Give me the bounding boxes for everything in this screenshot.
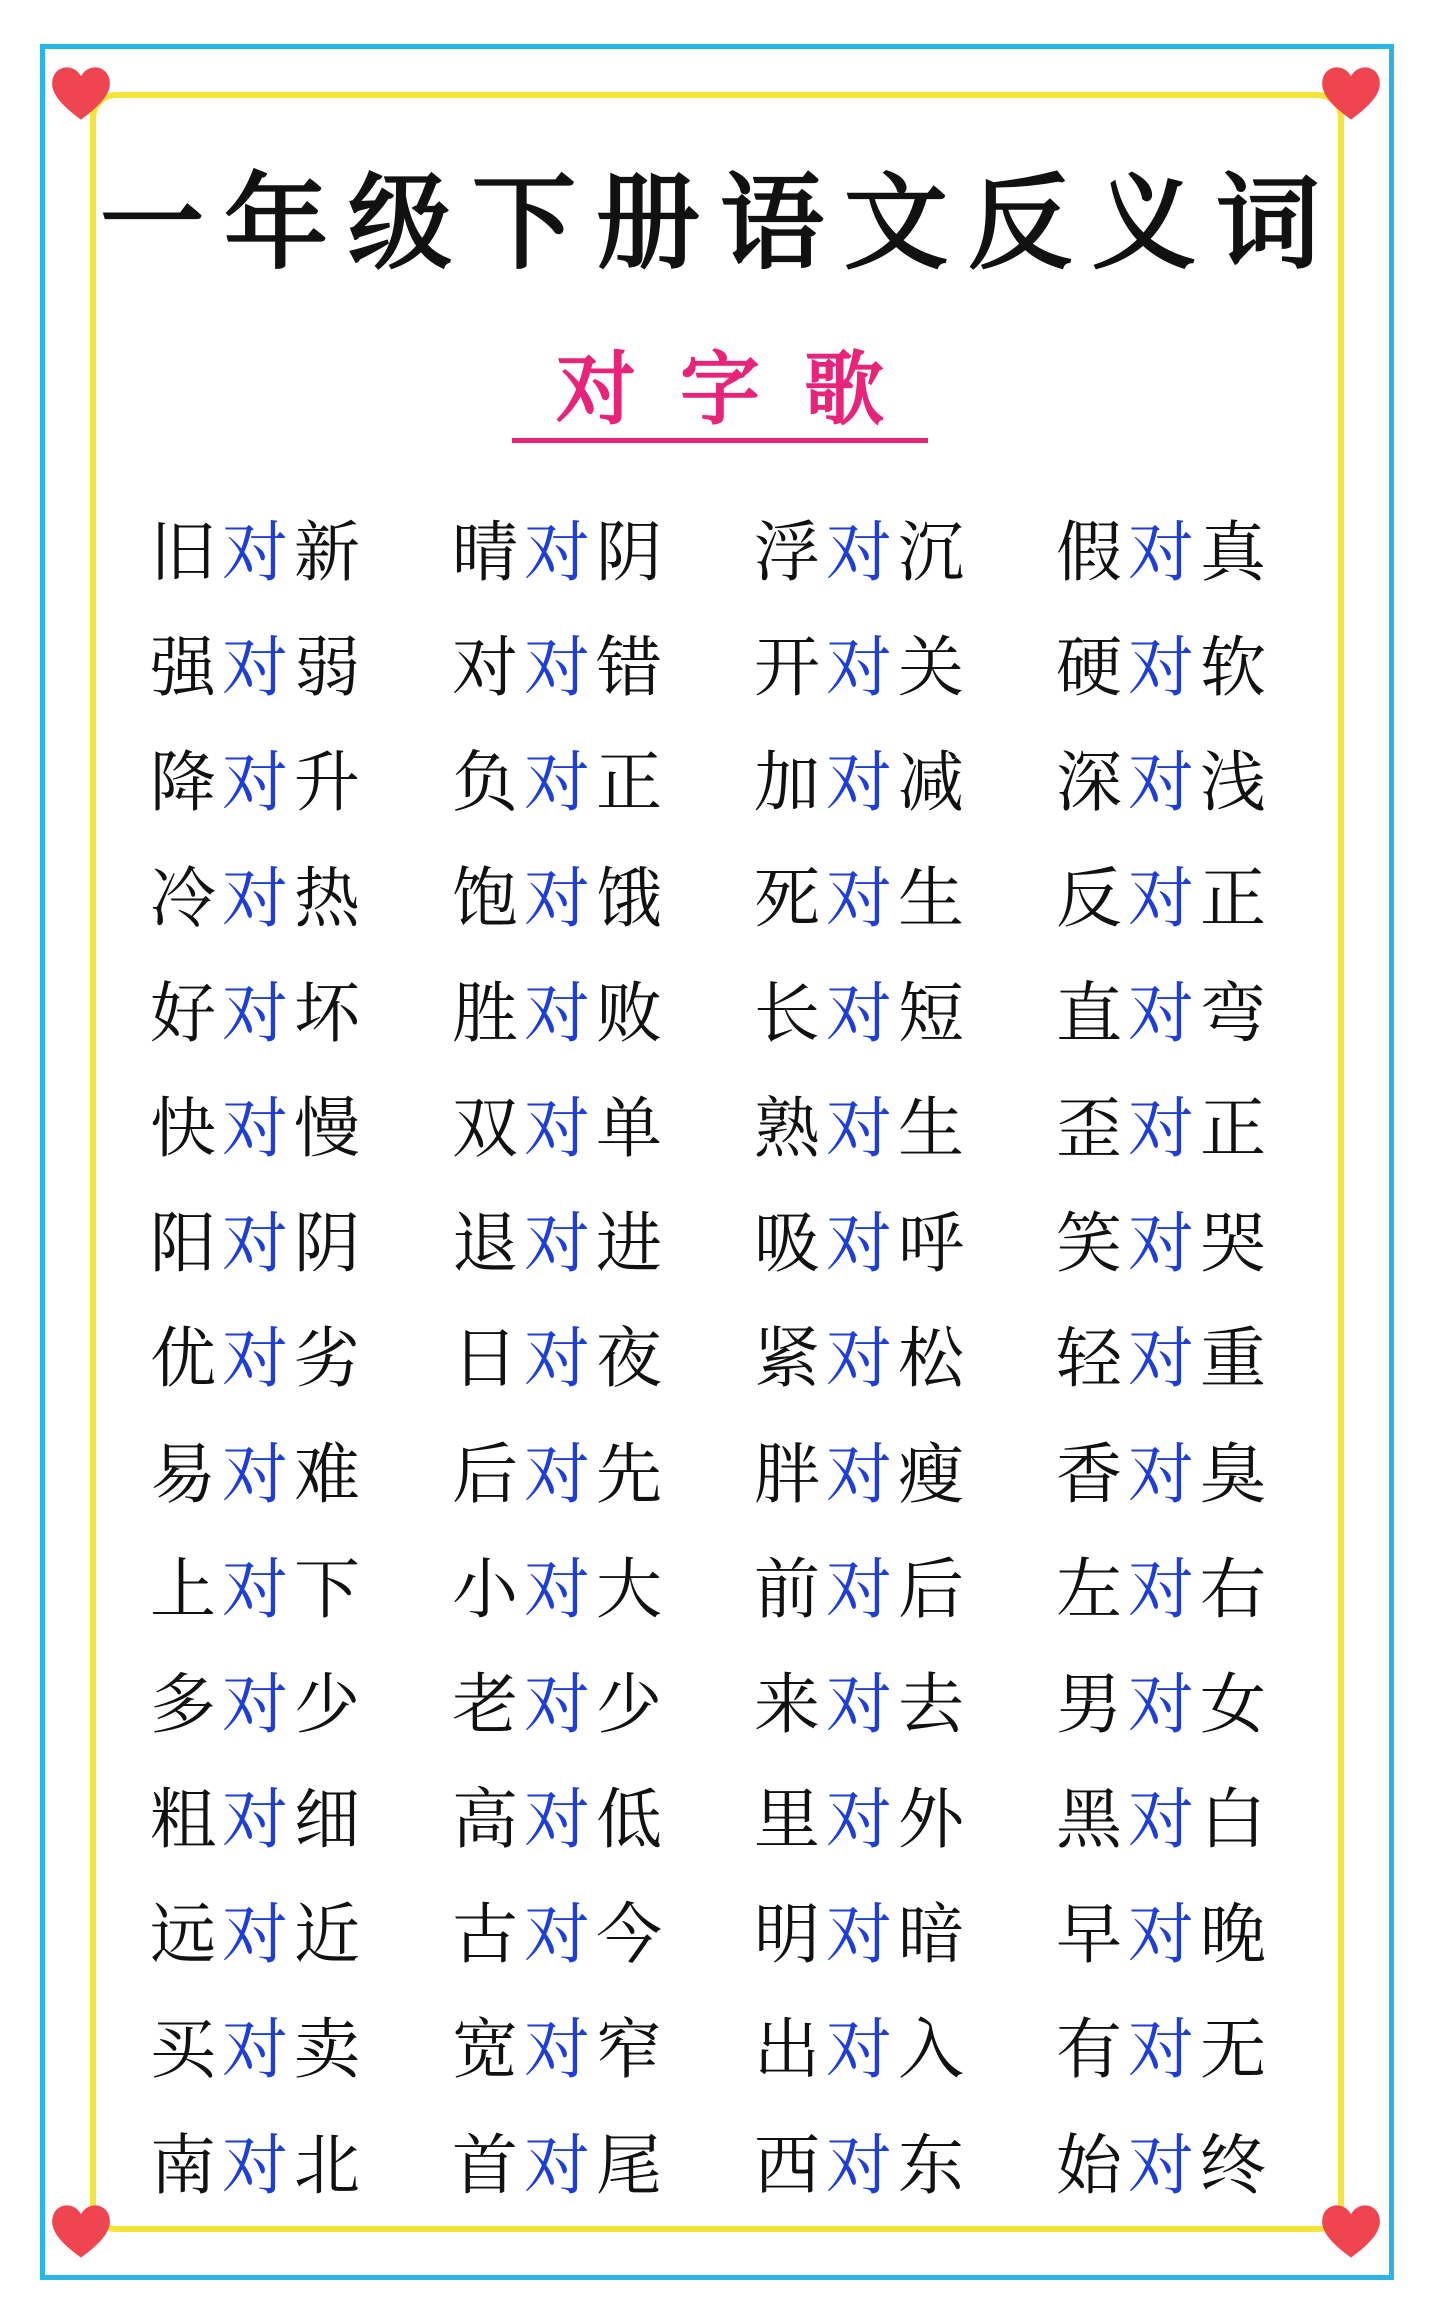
antonym-pair [1056, 738, 1272, 828]
antonym-pair [452, 1084, 668, 1174]
antonym-pair [452, 1890, 668, 1980]
antonym-word-second: 短 [898, 974, 970, 1052]
connector-word: 对 [222, 1435, 294, 1513]
antonym-pair [150, 1660, 366, 1750]
antonym-word-first: 深 [1056, 744, 1128, 822]
antonym-word-second: 呼 [898, 1205, 970, 1283]
antonym-word-second: 进 [596, 1205, 668, 1283]
antonym-word-second: 浅 [1200, 744, 1272, 822]
antonym-pair [754, 1545, 970, 1635]
antonym-pair [150, 854, 366, 944]
antonym-pair [452, 2121, 668, 2211]
antonym-pair [150, 969, 366, 1059]
antonym-pair [452, 738, 668, 828]
antonym-pair [452, 1314, 668, 1404]
antonym-pair [452, 508, 668, 598]
antonym-row [150, 508, 1330, 623]
antonym-pair [150, 623, 366, 713]
antonym-word-first: 来 [754, 1665, 826, 1743]
connector-word: 对 [1128, 1089, 1200, 1167]
antonym-row [150, 2005, 1330, 2120]
antonym-word-second: 生 [898, 859, 970, 937]
antonym-pair [150, 1199, 366, 1289]
antonym-word-first: 假 [1056, 514, 1128, 591]
antonym-word-second: 弱 [294, 629, 366, 707]
antonym-word-first: 对 [452, 629, 524, 707]
connector-word: 对 [222, 1665, 294, 1743]
antonym-pair [150, 508, 366, 598]
antonym-word-second: 入 [898, 2011, 970, 2089]
antonym-word-first: 胖 [754, 1435, 826, 1513]
antonym-word-first: 古 [452, 1896, 524, 1974]
antonym-pair [1056, 1430, 1272, 1520]
antonym-word-second: 今 [596, 1896, 668, 1974]
antonym-word-first: 笑 [1056, 1205, 1128, 1283]
antonym-word-first: 快 [150, 1089, 222, 1167]
antonym-word-second: 单 [596, 1089, 668, 1167]
connector-word: 对 [1128, 514, 1200, 591]
connector-word: 对 [826, 514, 898, 591]
antonym-row [150, 1430, 1330, 1545]
antonym-word-first: 宽 [452, 2011, 524, 2089]
connector-word: 对 [524, 1320, 596, 1398]
antonym-word-second: 松 [898, 1320, 970, 1398]
antonym-row [150, 623, 1330, 738]
heart-icon [1316, 58, 1386, 128]
antonym-word-second: 正 [1200, 859, 1272, 937]
connector-word: 对 [1128, 974, 1200, 1052]
connector-word: 对 [826, 1435, 898, 1513]
connector-word: 对 [222, 1320, 294, 1398]
antonym-pair [754, 1314, 970, 1404]
antonym-pair [452, 1430, 668, 1520]
antonym-word-second: 弯 [1200, 974, 1272, 1052]
antonym-word-second: 北 [294, 2126, 366, 2204]
antonym-pair [1056, 854, 1272, 944]
antonym-word-first: 里 [754, 1781, 826, 1859]
antonym-word-first: 早 [1056, 1896, 1128, 1974]
antonym-row [150, 1890, 1330, 2005]
connector-word: 对 [524, 1550, 596, 1628]
antonym-pair [1056, 508, 1272, 598]
antonym-pair [452, 854, 668, 944]
antonym-word-second: 正 [596, 744, 668, 822]
antonym-grid [150, 508, 1330, 2236]
antonym-word-first: 双 [452, 1089, 524, 1167]
antonym-pair [754, 1430, 970, 1520]
antonym-word-second: 生 [898, 1089, 970, 1167]
antonym-pair [150, 1314, 366, 1404]
page-title: 一年级下册语文反义词 [99, 162, 1340, 284]
connector-word: 对 [524, 1205, 596, 1283]
antonym-word-second: 尾 [596, 2126, 668, 2204]
connector-word: 对 [826, 629, 898, 707]
antonym-word-second: 少 [596, 1665, 668, 1743]
antonym-word-first: 买 [150, 2011, 222, 2089]
antonym-pair [150, 1430, 366, 1520]
connector-word: 对 [826, 1320, 898, 1398]
connector-word: 对 [826, 859, 898, 937]
antonym-word-second: 升 [294, 744, 366, 822]
connector-word: 对 [826, 2011, 898, 2089]
connector-word: 对 [222, 744, 294, 822]
heart-icon [46, 58, 116, 128]
antonym-word-first: 粗 [150, 1781, 222, 1859]
antonym-word-first: 退 [452, 1205, 524, 1283]
connector-word: 对 [524, 1896, 596, 1974]
antonym-word-second: 真 [1200, 514, 1272, 591]
antonym-pair [754, 623, 970, 713]
antonym-pair [452, 1199, 668, 1289]
antonym-pair [452, 2005, 668, 2095]
antonym-pair [150, 1775, 366, 1865]
antonym-word-second: 哭 [1200, 1205, 1272, 1283]
subtitle: 对字歌 [512, 342, 928, 443]
antonym-pair [1056, 1545, 1272, 1635]
antonym-word-first: 前 [754, 1550, 826, 1628]
connector-word: 对 [524, 1435, 596, 1513]
connector-word: 对 [1128, 2126, 1200, 2204]
connector-word: 对 [1128, 1205, 1200, 1283]
antonym-pair [1056, 2121, 1272, 2211]
antonym-word-first: 有 [1056, 2011, 1128, 2089]
antonym-word-second: 卖 [294, 2011, 366, 2089]
antonym-word-second: 坏 [294, 974, 366, 1052]
connector-word: 对 [222, 1205, 294, 1283]
antonym-word-first: 好 [150, 974, 222, 1052]
antonym-word-first: 熟 [754, 1089, 826, 1167]
antonym-word-first: 强 [150, 629, 222, 707]
connector-word: 对 [1128, 1320, 1200, 1398]
connector-word: 对 [1128, 1896, 1200, 1974]
antonym-word-first: 出 [754, 2011, 826, 2089]
antonym-pair [1056, 2005, 1272, 2095]
antonym-pair [452, 1545, 668, 1635]
antonym-word-second: 瘦 [898, 1435, 970, 1513]
antonym-word-first: 首 [452, 2126, 524, 2204]
connector-word: 对 [826, 1665, 898, 1743]
antonym-word-first: 始 [1056, 2126, 1128, 2204]
antonym-word-first: 左 [1056, 1550, 1128, 1628]
antonym-word-first: 歪 [1056, 1089, 1128, 1167]
antonym-word-first: 浮 [754, 514, 826, 591]
antonym-word-second: 窄 [596, 2011, 668, 2089]
connector-word: 对 [1128, 1550, 1200, 1628]
connector-word: 对 [222, 1896, 294, 1974]
antonym-word-second: 少 [294, 1665, 366, 1743]
antonym-pair [754, 969, 970, 1059]
connector-word: 对 [826, 1205, 898, 1283]
subtitle-wrapper [0, 342, 1440, 443]
antonym-word-first: 死 [754, 859, 826, 937]
antonym-word-first: 优 [150, 1320, 222, 1398]
antonym-row [150, 1084, 1330, 1199]
antonym-word-first: 后 [452, 1435, 524, 1513]
antonym-row [150, 1314, 1330, 1429]
antonym-word-first: 多 [150, 1665, 222, 1743]
antonym-word-first: 负 [452, 744, 524, 822]
antonym-word-second: 晚 [1200, 1896, 1272, 1974]
antonym-row [150, 2121, 1330, 2236]
antonym-word-first: 小 [452, 1550, 524, 1628]
antonym-pair [754, 1660, 970, 1750]
antonym-pair [754, 1775, 970, 1865]
antonym-pair [754, 508, 970, 598]
antonym-word-first: 吸 [754, 1205, 826, 1283]
connector-word: 对 [826, 1089, 898, 1167]
connector-word: 对 [222, 629, 294, 707]
connector-word: 对 [1128, 1665, 1200, 1743]
antonym-row [150, 854, 1330, 969]
antonym-word-second: 臭 [1200, 1435, 1272, 1513]
antonym-word-first: 上 [150, 1550, 222, 1628]
antonym-word-first: 西 [754, 2126, 826, 2204]
antonym-pair [754, 1084, 970, 1174]
antonym-word-second: 慢 [294, 1089, 366, 1167]
connector-word: 对 [524, 1089, 596, 1167]
antonym-pair [150, 2005, 366, 2095]
antonym-word-first: 冷 [150, 859, 222, 937]
antonym-word-first: 轻 [1056, 1320, 1128, 1398]
connector-word: 对 [524, 1665, 596, 1743]
antonym-pair [1056, 1775, 1272, 1865]
antonym-word-second: 败 [596, 974, 668, 1052]
antonym-pair [452, 969, 668, 1059]
antonym-word-first: 降 [150, 744, 222, 822]
antonym-word-second: 终 [1200, 2126, 1272, 2204]
antonym-word-first: 香 [1056, 1435, 1128, 1513]
antonym-word-second: 减 [898, 744, 970, 822]
antonym-pair [150, 738, 366, 828]
antonym-pair [150, 1545, 366, 1635]
connector-word: 对 [524, 2011, 596, 2089]
connector-word: 对 [524, 859, 596, 937]
connector-word: 对 [826, 1550, 898, 1628]
antonym-word-first: 开 [754, 629, 826, 707]
antonym-word-second: 下 [294, 1550, 366, 1628]
antonym-word-first: 远 [150, 1896, 222, 1974]
antonym-word-second: 难 [294, 1435, 366, 1513]
antonym-word-second: 细 [294, 1781, 366, 1859]
connector-word: 对 [524, 514, 596, 591]
antonym-word-first: 胜 [452, 974, 524, 1052]
connector-word: 对 [826, 1781, 898, 1859]
antonym-word-second: 低 [596, 1781, 668, 1859]
connector-word: 对 [222, 2126, 294, 2204]
connector-word: 对 [222, 1089, 294, 1167]
antonym-word-first: 日 [452, 1320, 524, 1398]
antonym-word-second: 暗 [898, 1896, 970, 1974]
antonym-word-second: 白 [1200, 1781, 1272, 1859]
connector-word: 对 [222, 2011, 294, 2089]
antonym-word-first: 明 [754, 1896, 826, 1974]
heart-icon [46, 2196, 116, 2266]
antonym-pair [754, 2121, 970, 2211]
antonym-word-first: 反 [1056, 859, 1128, 937]
antonym-word-first: 晴 [452, 514, 524, 591]
antonym-word-second: 阴 [294, 1205, 366, 1283]
antonym-word-second: 错 [596, 629, 668, 707]
antonym-word-first: 南 [150, 2126, 222, 2204]
antonym-word-first: 高 [452, 1781, 524, 1859]
antonym-word-first: 阳 [150, 1205, 222, 1283]
antonym-word-second: 沉 [898, 514, 970, 591]
antonym-word-second: 重 [1200, 1320, 1272, 1398]
antonym-word-first: 长 [754, 974, 826, 1052]
antonym-pair [754, 1199, 970, 1289]
connector-word: 对 [222, 1550, 294, 1628]
antonym-word-first: 易 [150, 1435, 222, 1513]
antonym-pair [1056, 623, 1272, 713]
antonym-word-second: 软 [1200, 629, 1272, 707]
antonym-word-first: 直 [1056, 974, 1128, 1052]
antonym-word-second: 近 [294, 1896, 366, 1974]
connector-word: 对 [826, 2126, 898, 2204]
antonym-word-second: 先 [596, 1435, 668, 1513]
antonym-pair [754, 2005, 970, 2095]
connector-word: 对 [524, 2126, 596, 2204]
antonym-word-second: 劣 [294, 1320, 366, 1398]
connector-word: 对 [1128, 1435, 1200, 1513]
connector-word: 对 [826, 744, 898, 822]
antonym-pair [150, 1890, 366, 1980]
antonym-word-first: 饱 [452, 859, 524, 937]
connector-word: 对 [826, 1896, 898, 1974]
antonym-pair [1056, 1890, 1272, 1980]
antonym-pair [452, 623, 668, 713]
antonym-row [150, 1660, 1330, 1775]
connector-word: 对 [1128, 859, 1200, 937]
connector-word: 对 [222, 1781, 294, 1859]
connector-word: 对 [524, 629, 596, 707]
antonym-word-second: 后 [898, 1550, 970, 1628]
connector-word: 对 [1128, 744, 1200, 822]
connector-word: 对 [1128, 2011, 1200, 2089]
antonym-word-second: 去 [898, 1665, 970, 1743]
antonym-word-second: 饿 [596, 859, 668, 937]
antonym-word-second: 无 [1200, 2011, 1272, 2089]
connector-word: 对 [1128, 1781, 1200, 1859]
connector-word: 对 [222, 514, 294, 591]
connector-word: 对 [222, 859, 294, 937]
antonym-row [150, 969, 1330, 1084]
connector-word: 对 [826, 974, 898, 1052]
antonym-pair [150, 1084, 366, 1174]
antonym-word-second: 新 [294, 514, 366, 591]
antonym-word-second: 东 [898, 2126, 970, 2204]
antonym-row [150, 1199, 1330, 1314]
antonym-pair [1056, 969, 1272, 1059]
antonym-word-second: 右 [1200, 1550, 1272, 1628]
connector-word: 对 [524, 974, 596, 1052]
antonym-word-first: 黑 [1056, 1781, 1128, 1859]
connector-word: 对 [222, 974, 294, 1052]
antonym-word-second: 关 [898, 629, 970, 707]
antonym-word-second: 外 [898, 1781, 970, 1859]
antonym-word-first: 老 [452, 1665, 524, 1743]
antonym-pair [1056, 1314, 1272, 1404]
connector-word: 对 [1128, 629, 1200, 707]
antonym-row [150, 1775, 1330, 1890]
antonym-pair [1056, 1660, 1272, 1750]
antonym-row [150, 738, 1330, 853]
antonym-pair [452, 1660, 668, 1750]
antonym-word-second: 大 [596, 1550, 668, 1628]
connector-word: 对 [524, 1781, 596, 1859]
antonym-word-second: 夜 [596, 1320, 668, 1398]
antonym-word-second: 正 [1200, 1089, 1272, 1167]
antonym-word-second: 女 [1200, 1665, 1272, 1743]
antonym-word-first: 加 [754, 744, 826, 822]
antonym-pair [1056, 1084, 1272, 1174]
antonym-pair [452, 1775, 668, 1865]
antonym-word-first: 男 [1056, 1665, 1128, 1743]
antonym-pair [1056, 1199, 1272, 1289]
antonym-word-first: 旧 [150, 514, 222, 591]
antonym-word-second: 热 [294, 859, 366, 937]
antonym-pair [754, 738, 970, 828]
antonym-word-second: 阴 [596, 514, 668, 591]
antonym-row [150, 1545, 1330, 1660]
antonym-pair [150, 2121, 366, 2211]
connector-word: 对 [524, 744, 596, 822]
antonym-word-first: 硬 [1056, 629, 1128, 707]
antonym-pair [754, 1890, 970, 1980]
antonym-pair [754, 854, 970, 944]
antonym-word-first: 紧 [754, 1320, 826, 1398]
